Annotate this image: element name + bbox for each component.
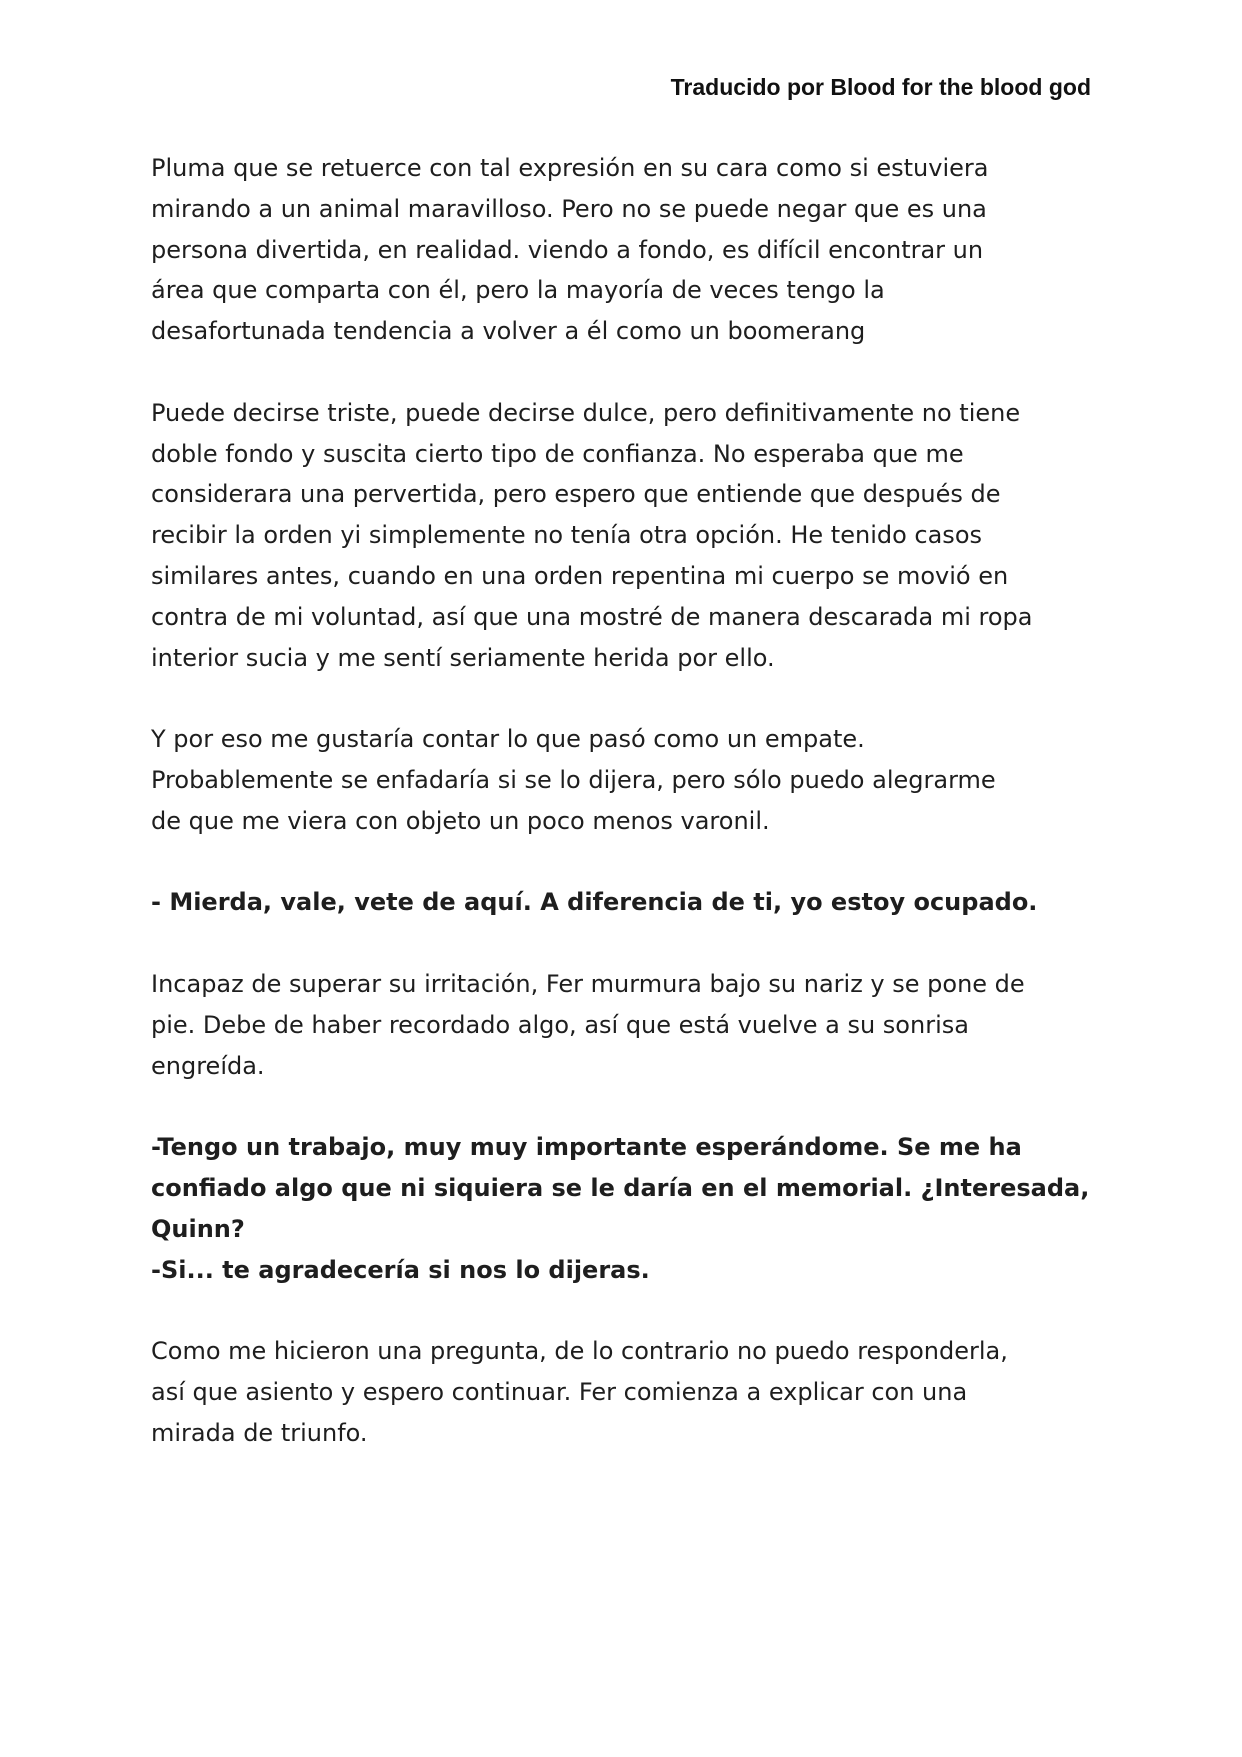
text-line: contra de mi voluntad, así que una mostré de manera descarada mi ropa [151,602,1033,631]
dialogue-line: -Si... te agradecería si nos lo dijeras. [151,1255,650,1284]
dialogue-line: confiado algo que ni siquiera se le daría en el memorial. ¿Interesada, [151,1173,1090,1202]
dialogue-1 [151,882,1101,923]
text-line: mirada de triunfo. [151,1418,368,1447]
paragraph-3 [151,719,1101,841]
text-line: Como me hicieron una pregunta, de lo contrario no puedo responderla, [151,1337,1008,1366]
text-line: recibir la orden yi simplemente no tenía otra opción. He tenido casos [151,521,982,550]
text-line: engreída. [151,1051,265,1080]
text-line: Probablemente se enfadaría si se lo dijera, pero sólo puedo alegrarme [151,765,996,794]
text-line: Pluma que se retuerce con tal expresión en su cara como si estuviera [151,154,989,182]
text-line: interior sucia y me sentí seriamente herida por ello. [151,643,775,672]
text-line: pie. Debe de haber recordado algo, así que está vuelve a su sonrisa [151,1010,969,1039]
text-line: considerara una pervertida, pero espero que entiende que después de [151,480,1001,509]
dialogue-line: Quinn? [151,1214,245,1243]
paragraph-7 [151,1331,1101,1453]
document-body [151,148,1101,1494]
dialogue-line: - Mierda, vale, vete de aquí. A diferencia de ti, yo estoy ocupado. [151,888,1038,917]
text-line: similares antes, cuando en una orden repentina mi cuerpo se movió en [151,561,1009,590]
text-line: persona divertida, en realidad. viendo a fondo, es difícil encontrar un [151,235,984,264]
dialogue-2 [151,1127,1101,1290]
text-line: mirando a un animal maravilloso. Pero no se puede negar que es una [151,194,987,223]
paragraph-2 [151,393,1101,679]
text-line: área que comparta con él, pero la mayoría de veces tengo la [151,276,885,305]
text-line: desafortunada tendencia a volver a él como un boomerang [151,317,866,346]
paragraph-1 [151,148,1101,352]
text-line: Incapaz de superar su irritación, Fer murmura bajo su nariz y se pone de [151,969,1025,998]
text-line: Puede decirse triste, puede decirse dulce, pero definitivamente no tiene [151,398,1021,427]
dialogue-line: -Tengo un trabajo, muy muy importante esperándome. Se me ha [151,1133,1022,1162]
translator-credit: Traducido por Blood for the blood god [670,74,1091,100]
text-line: de que me viera con objeto un poco menos varonil. [151,806,770,835]
text-line: Y por eso me gustaría contar lo que pasó como un empate. [151,725,865,754]
text-line: así que asiento y espero continuar. Fer comienza a explicar con una [151,1377,968,1406]
paragraph-5 [151,964,1101,1086]
text-line: doble fondo y suscita cierto tipo de confianza. No esperaba que me [151,439,964,468]
